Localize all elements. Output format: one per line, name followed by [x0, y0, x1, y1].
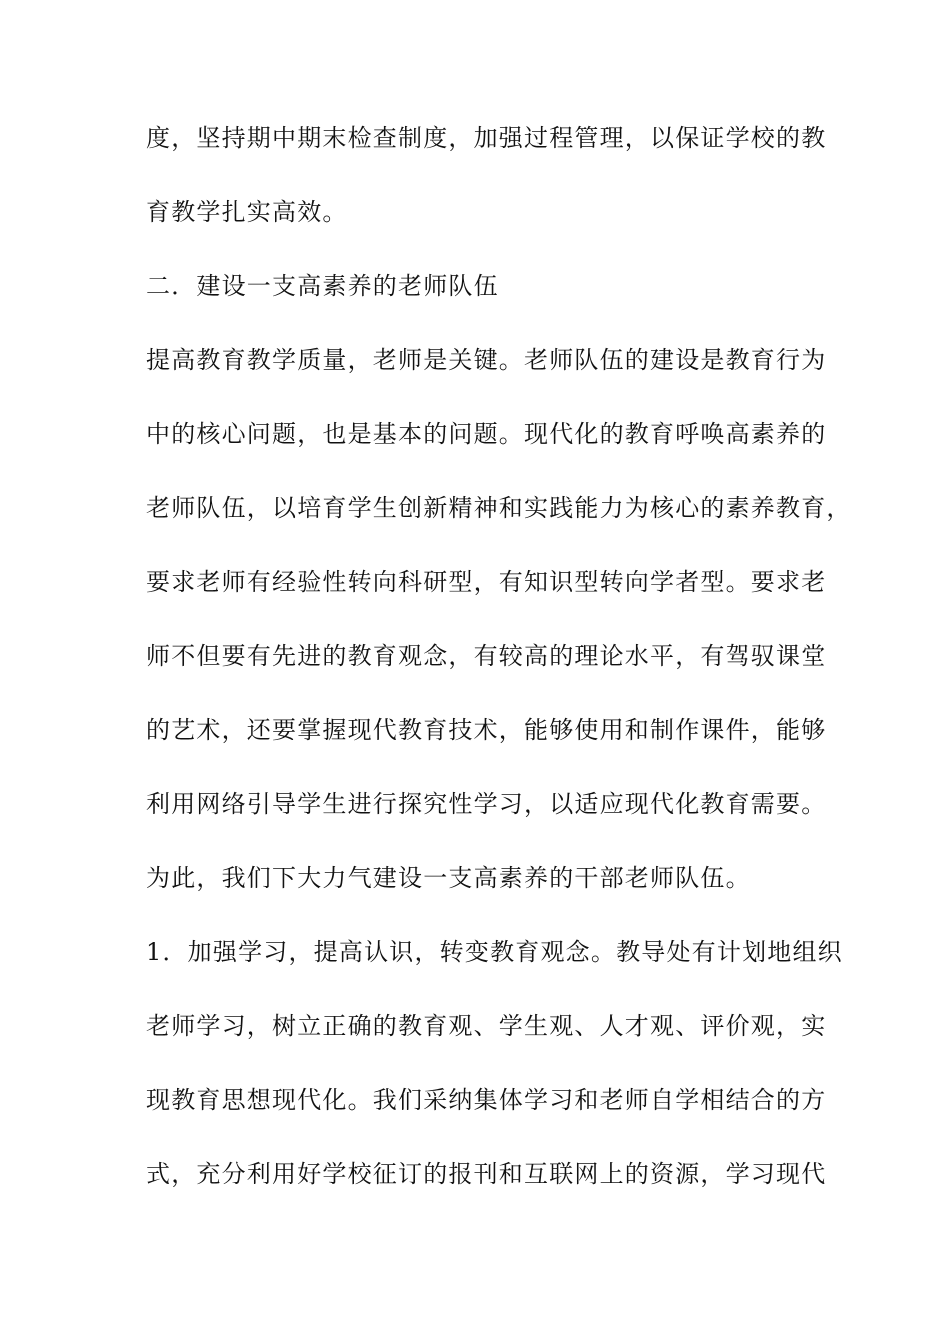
text-line-15: 式，充分利用好学校征订的报刊和互联网上的资源，学习现代 — [146, 1160, 827, 1188]
text-line-14: 现教育思想现代化。我们采纳集体学习和老师自学相结合的方 — [146, 1086, 827, 1114]
text-line-8: 师不但要有先进的教育观念，有较高的理论水平，有驾驭课堂 — [146, 642, 827, 670]
text-line-1: 度，坚持期中期末检查制度，加强过程管理，以保证学校的教 — [146, 124, 827, 152]
text-line-11: 为此，我们下大力气建设一支高素养的干部老师队伍。 — [146, 864, 751, 892]
text-line-5: 中的核心问题，也是基本的问题。现代化的教育呼唤高素养的 — [146, 420, 827, 448]
text-line-9: 的艺术，还要掌握现代教育技术，能够使用和制作课件，能够 — [146, 716, 827, 744]
text-line-2: 育教学扎实高效。 — [146, 198, 348, 226]
text-line-13: 老师学习，树立正确的教育观、学生观、人才观、评价观，实 — [146, 1012, 827, 1040]
numbered-item-1: 1．加强学习，提高认识，转变教育观念。教导处有计划地组织 — [146, 938, 843, 966]
text-line-6: 老师队伍，以培育学生创新精神和实践能力为核心的素养教育， — [146, 494, 852, 522]
body-text — [146, 124, 852, 1236]
text-line-10: 利用网络引导学生进行探究性学习，以适应现代化教育需要。 — [146, 790, 827, 818]
text-line-4: 提高教育教学质量，老师是关键。老师队伍的建设是教育行为 — [146, 346, 827, 374]
text-line-7: 要求老师有经验性转向科研型，有知识型转向学者型。要求老 — [146, 568, 827, 596]
section-heading: 二．建设一支高素养的老师队伍 — [146, 272, 499, 300]
